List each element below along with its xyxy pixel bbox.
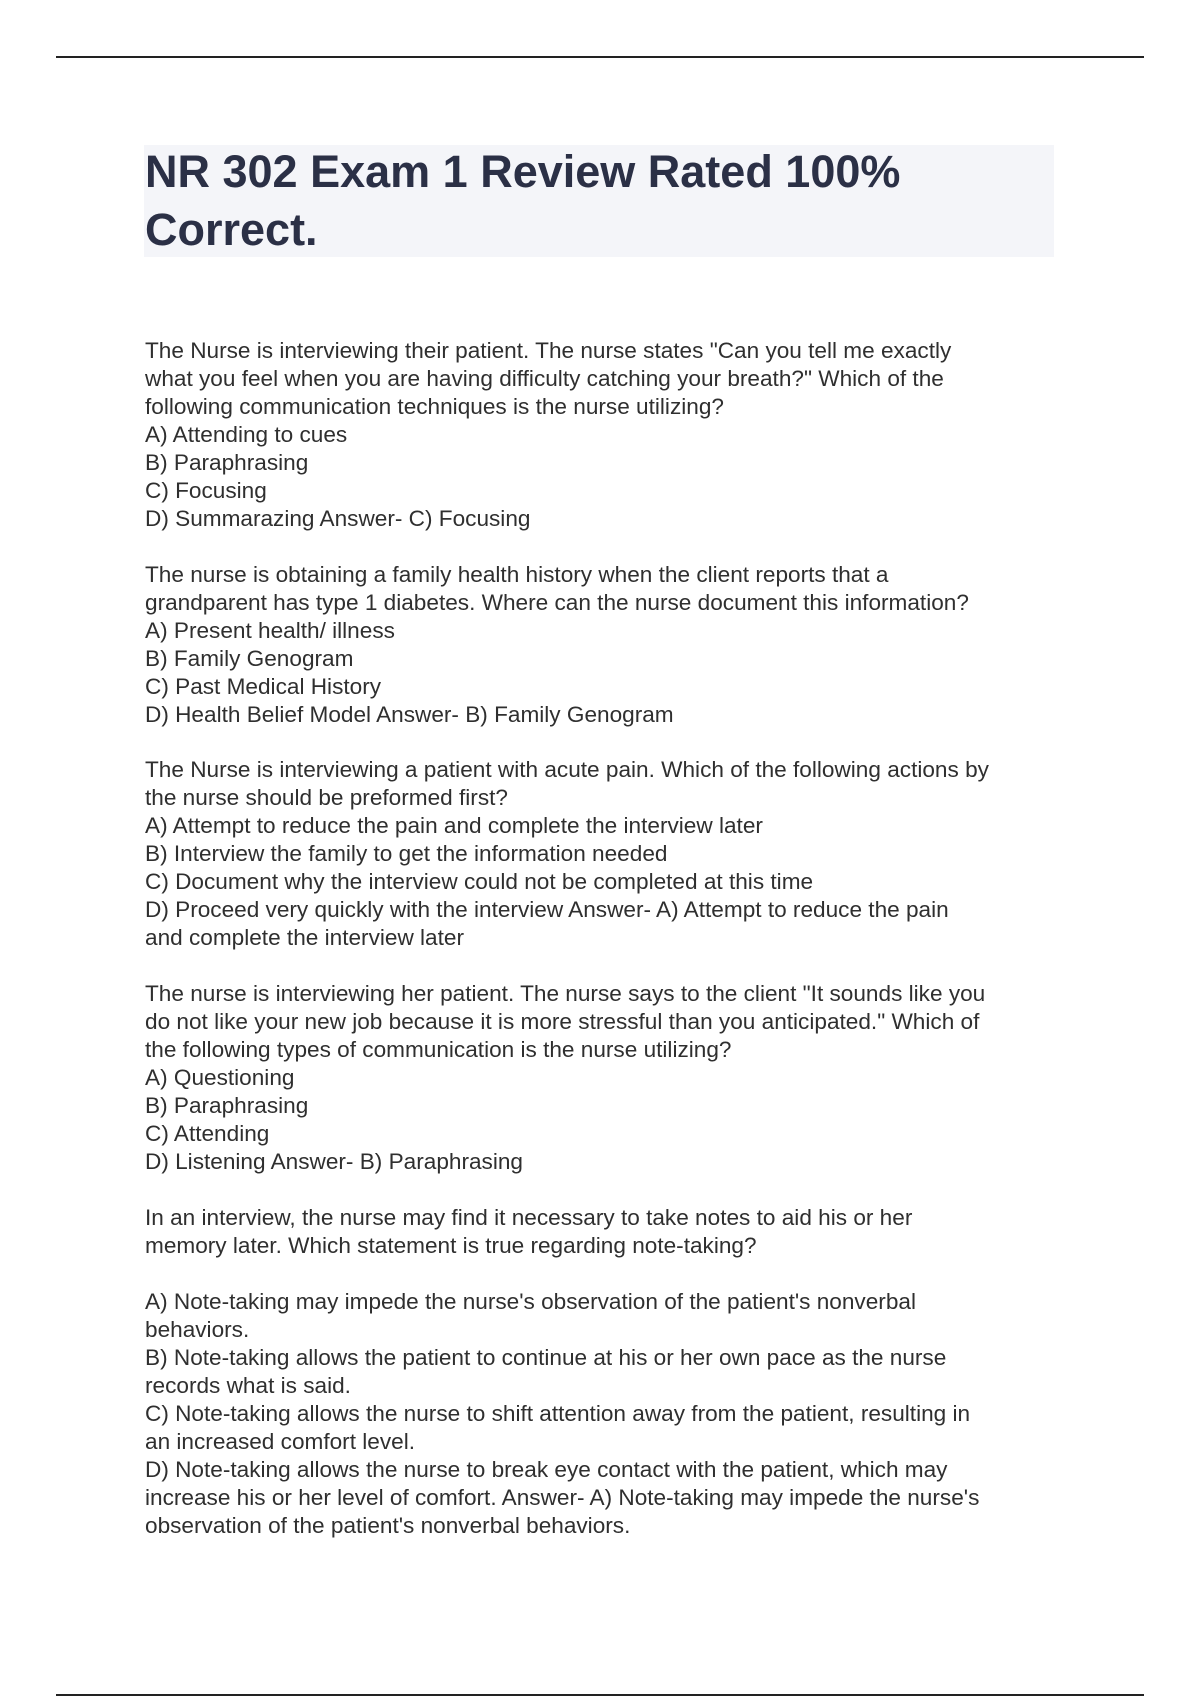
question-line: The Nurse is interviewing a patient with acute pain. Which of the following actions by	[145, 757, 989, 782]
question-line: memory later. Which statement is true regarding note-taking?	[145, 1233, 757, 1258]
question-1	[145, 337, 1055, 533]
question-line: do not like your new job because it is more stressful than you anticipated." Which of	[145, 1009, 980, 1034]
top-rule	[56, 56, 1144, 58]
answer-option: C) Past Medical History	[145, 674, 382, 699]
question-4	[145, 980, 1055, 1176]
question-line: The Nurse is interviewing their patient. The nurse states "Can you tell me exactly	[145, 338, 952, 363]
question-5	[145, 1204, 1055, 1540]
answer-option: A) Attempt to reduce the pain and complete the interview later	[145, 813, 763, 838]
answer-option: records what is said.	[145, 1373, 351, 1398]
answer-option: B) Family Genogram	[145, 646, 354, 671]
question-line: following communication techniques is the nurse utilizing?	[145, 394, 724, 419]
answer-option: A) Note-taking may impede the nurse's observation of the patient's nonverbal	[145, 1289, 916, 1314]
question-3	[145, 756, 1055, 952]
answer-option: C) Document why the interview could not be completed at this time	[145, 869, 814, 894]
question-line: the nurse should be preformed first?	[145, 785, 508, 810]
answer-option: C) Focusing	[145, 478, 267, 503]
answer-option-with-answer: D) Health Belief Model Answer- B) Family Genogram	[145, 702, 674, 727]
question-line: what you feel when you are having difficulty catching your breath?" Which of the	[145, 366, 944, 391]
answer-option-with-answer: D) Proceed very quickly with the interview Answer- A) Attempt to reduce the pain	[145, 897, 949, 922]
answer-option: A) Attending to cues	[145, 422, 348, 447]
answer-option-with-answer: D) Summarazing Answer- C) Focusing	[145, 506, 531, 531]
question-line: The nurse is obtaining a family health history when the client reports that a	[145, 562, 889, 587]
answer-option: B) Interview the family to get the information needed	[145, 841, 668, 866]
question-line: grandparent has type 1 diabetes. Where can the nurse document this information?	[145, 590, 969, 615]
answer-option: A) Questioning	[145, 1065, 295, 1090]
question-line: In an interview, the nurse may find it necessary to take notes to aid his or her	[145, 1205, 913, 1230]
answer-continuation: and complete the interview later	[145, 925, 464, 950]
answer-option: D) Note-taking allows the nurse to break eye contact with the patient, which may	[145, 1457, 948, 1482]
question-line: The nurse is interviewing her patient. The nurse says to the client "It sounds like you	[145, 981, 986, 1006]
bottom-rule	[56, 1694, 1144, 1696]
stem-spacer	[145, 1260, 1055, 1288]
answer-option: behaviors.	[145, 1317, 250, 1342]
answer-option: B) Note-taking allows the patient to continue at his or her own pace as the nurse	[145, 1345, 947, 1370]
answer-option: B) Paraphrasing	[145, 1093, 309, 1118]
answer-option: C) Note-taking allows the nurse to shift attention away from the patient, resulting in	[145, 1401, 971, 1426]
answer-continuation: observation of the patient's nonverbal behaviors.	[145, 1513, 631, 1538]
answer-option: A) Present health/ illness	[145, 618, 395, 643]
answer-option: C) Attending	[145, 1121, 270, 1146]
document-title: NR 302 Exam 1 Review Rated 100% Correct.	[145, 146, 901, 255]
question-2	[145, 561, 1055, 729]
answer-option: B) Paraphrasing	[145, 450, 309, 475]
question-line: the following types of communication is the nurse utilizing?	[145, 1037, 732, 1062]
answer-option: an increased comfort level.	[145, 1429, 415, 1454]
question-list	[145, 337, 1055, 1540]
answer-option-with-answer: D) Listening Answer- B) Paraphrasing	[145, 1149, 523, 1174]
answer-option-with-answer: increase his or her level of comfort. Answer- A) Note-taking may impede the nurse's	[145, 1485, 980, 1510]
